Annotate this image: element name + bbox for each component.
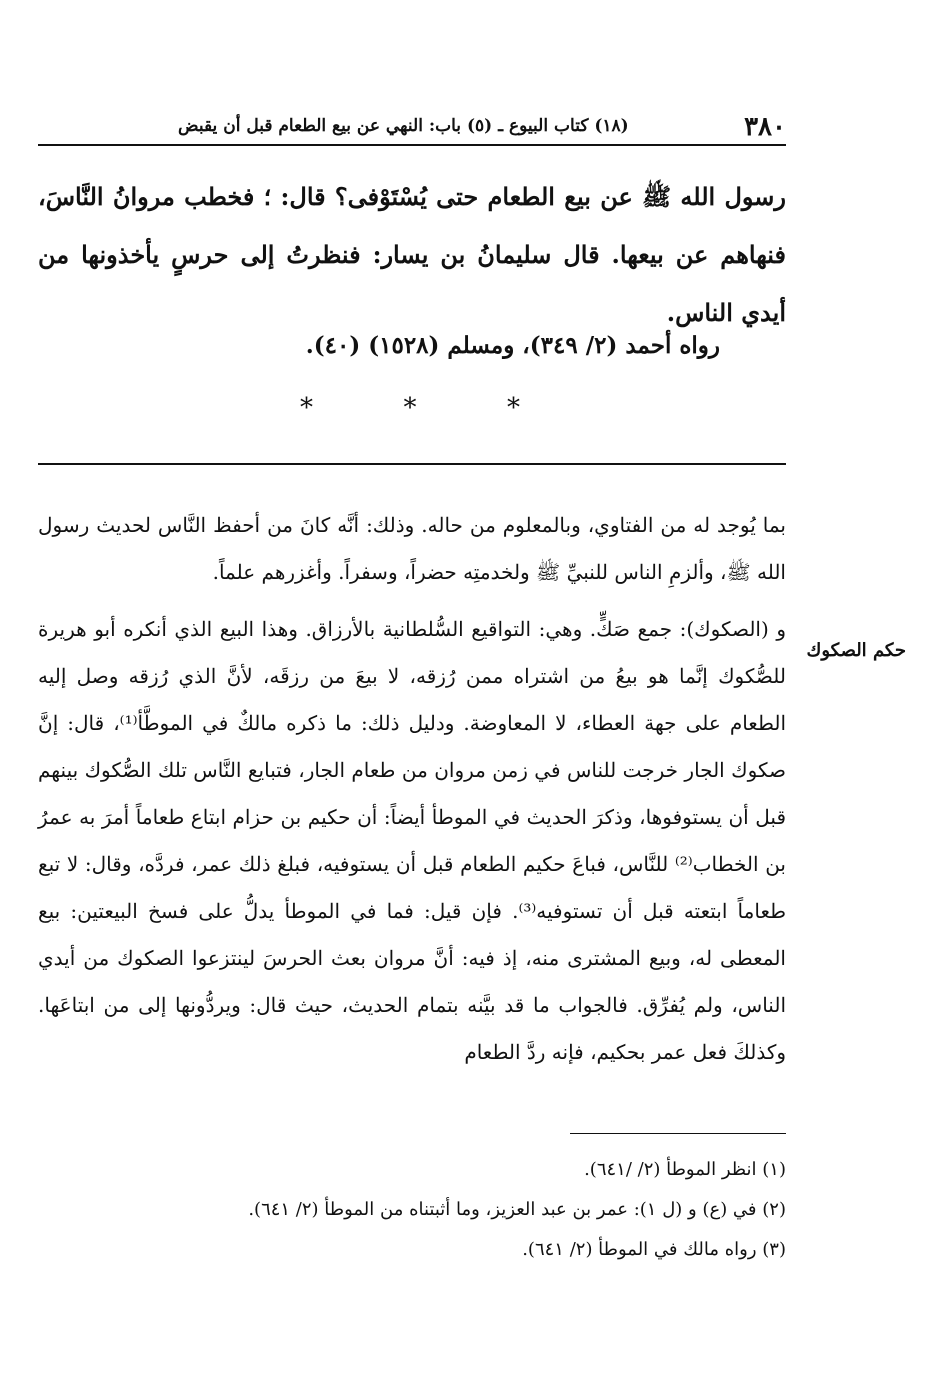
star-icon: * [403,393,417,423]
commentary-block [38,502,786,1076]
star-icon: * [300,393,313,423]
page-header [38,108,786,146]
hadith-text: رسول الله ﷺ عن بيع الطعام حتى يُسْتَوْفى؟ قال: ؛ فخطب مروانُ النَّاسَ، فنهاهم عن بيعها. قال سليمانُ بن يسار: فنظرتُ إلى حرسٍ يأخذونها من أيدي الناس. [38,182,787,327]
star-icon: * [507,393,520,423]
page-number: ٣٨٠ [744,112,786,142]
commentary-divider [38,463,786,465]
section-separator [300,388,520,428]
running-head: (١٨) كتاب البيوع ـ (٥) باب: النهي عن بيع الطعام قبل أن يقبض [178,116,629,136]
hadith-source: رواه أحمد (٢/ ٣٤٩)، ومسلم (١٥٢٨) (٤٠). [305,332,720,359]
commentary-paragraph: و (الصكوك): جمع صَكٍّ. وهي: التواقيع السُّلطانية بالأرزاق. وهذا البيع الذي أنكره أبو هريرة للصُّكوك إنَّما هو بيعُ من اشتراه ممن رُزقه، لا بيعَ من رزقَه، لأنَّ الذي رُزقه وصل إليه الطعام على جهة العطاء، لا المعاوضة. ودليل ذلك: ما ذكره مالكٌ في الموطَّأ⁽¹⁾، قال: إنَّ صكوك الجار خرجت للناس في زمن مروان من طعام الجار، فتبايع النَّاس تلك الصُّكوك بينهم قبل أن يستوفوها، وذكرَ الحديث في الموطأ أيضاً: أن حكيم بن حزام ابتاع طعاماً أمرَ به عمرُ بن الخطاب⁽²⁾ للنَّاس، فباعَ حكيم الطعام قبل أن يستوفيه، فبلغ ذلك عمر، فردَّه، وقال: لا تبع طعاماً ابتعته قبل أن تستوفيه⁽³⁾. فإن قيل: فما في الموطأ يدلُّ على فسخ البيعتين: بيع المعطى له، وبيع المشترى منه، إذ فيه: أنَّ مروان بعث الحرسَ لينتزعوا الصكوك من أيدي الناس، ولم يُفرِّق. فالجواب ما قد بيَّنه بتمام الحديث، حيث قال: ويردُّونها إلى من ابتاعَها. وكذلكَ فعل عمر بحكيم، فإنه ردَّ الطعام [38,617,787,1064]
footnotes [38,1150,786,1270]
commentary-paragraph: بما يُوجد له من الفتاوي، وبالمعلوم من حاله. وذلك: أنَّه كانَ من أحفظ النَّاس لحديث رسول الله ﷺ، وألزمِ الناس للنبيِّ ﷺ ولخدمتِه حضراً، وسفراً. وأغزرهم علماً. [38,513,786,584]
footnote-rule [570,1133,786,1134]
footnote: (٢) في (ع) و (ل ١): عمر بن عبد العزيز، وما أثبتناه من الموطأ (٢/ ٦٤١). [248,1199,786,1220]
hadith-text-block [38,168,786,342]
margin-heading: حكم الصكوك [806,640,906,661]
footnote: (١) انظر الموطأ (٢/ /٦٤١). [584,1159,786,1180]
footnote: (٣) رواه مالك في الموطأ (٢/ ٦٤١). [522,1239,786,1260]
